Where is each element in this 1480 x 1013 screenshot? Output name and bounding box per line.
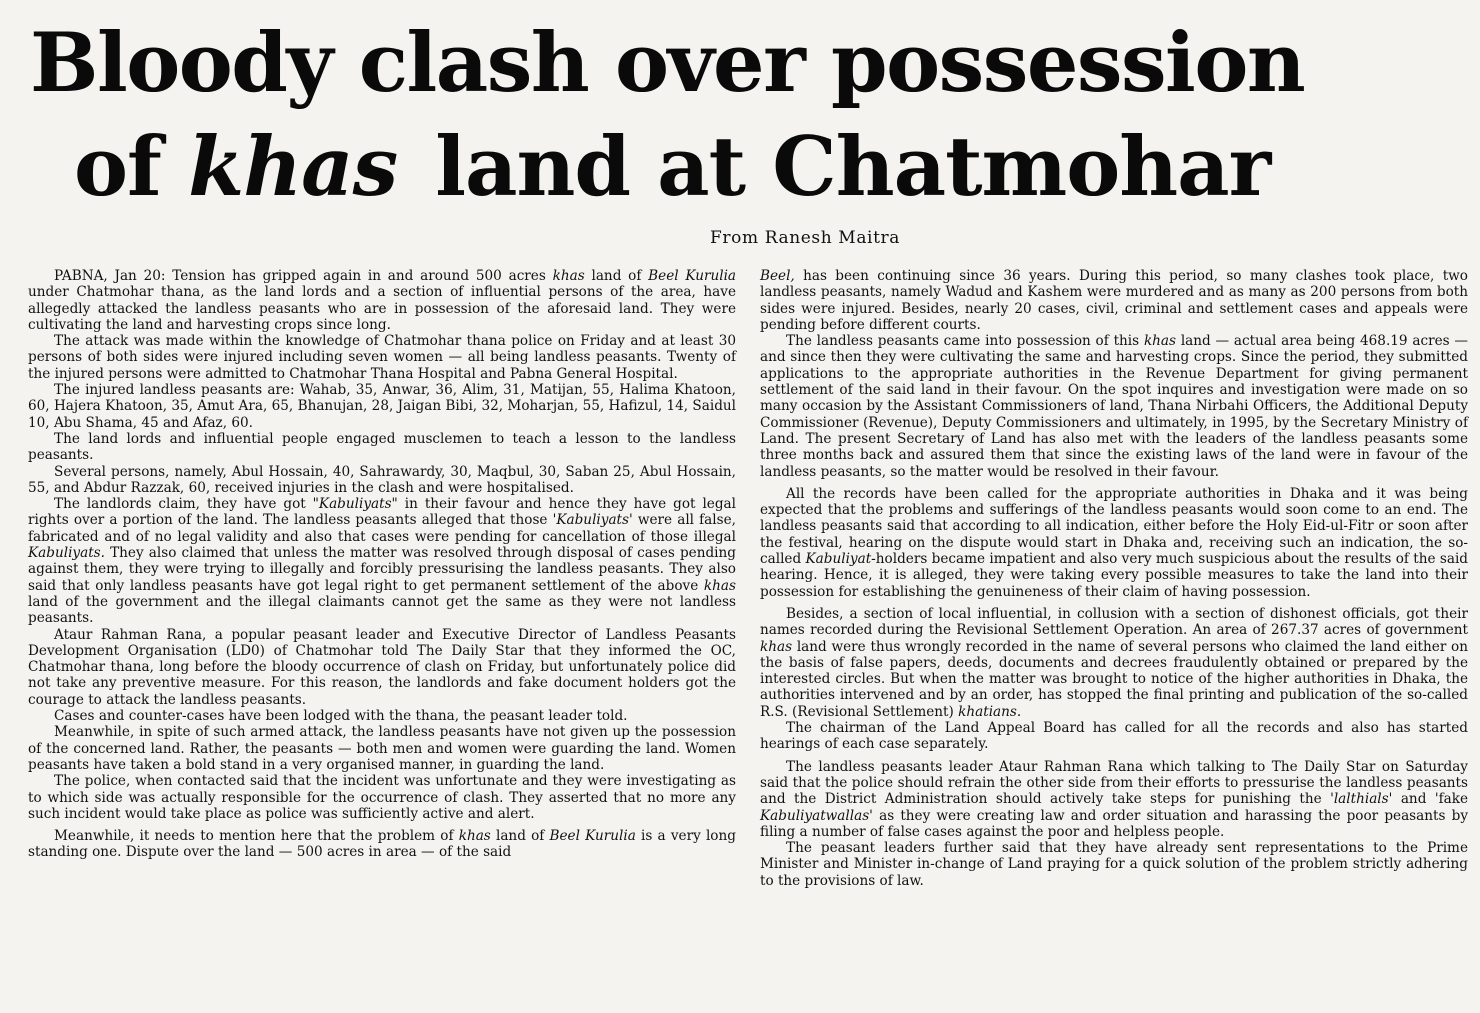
paragraph: The peasant leaders further said that they have already sent representations to the Prime Minister and Minister in-change of Land praying for a quick solution of the problem strictly adhering to the provisions of law.: [760, 840, 1468, 889]
paragraph: Beel, has been continuing since 36 years. During this period, so many clashes took place, two landless peasants, namely Wadud and Kashem were murdered and as many as 200 persons from both sides were injured. Besides, nearly 20 cases, civil, criminal and settlement cases and appeals were pending before different courts.: [760, 268, 1468, 333]
headline: [28, 12, 1466, 220]
paragraph: The landless peasants leader Ataur Rahman Rana which talking to The Daily Star on Saturday said that the police should refrain the other side from their efforts to pressurise the landless peasants and the District Administration should actively take steps for punishing the 'lalthials' and 'fake Kabuliyatwallas' as they were creating law and order situation and harassing the poor peasants by filing a number of false cases against the poor and helpless people.: [760, 758, 1468, 840]
paragraph: The police, when contacted said that the incident was unfortunate and they were investigating as to which side was actually responsible for the occurrence of clash. They asserted that no more any such incident would take place as police was sufficiently active and alert.: [28, 773, 736, 822]
paragraph: Besides, a section of local influential, in collusion with a section of dishonest officials, got their names recorded during the Revisional Settlement Operation. An area of 267.37 acres of government khas land were thus wrongly recorded in the name of several persons who claimed the land either on the basis of false papers, deeds, documents and decrees fraudulently obtained or prepared by the interested circles. But when the matter was brought to notice of the higher authorities in Dhaka, the authorities intervened and by an order, has stopped the final printing and publication of the so-called R.S. (Revisional Settlement) khatians.: [760, 605, 1468, 720]
paragraph: All the records have been called for the appropriate authorities in Dhaka and it was being expected that the problems and sufferings of the landless peasants would soon come to an end. The landless peasants said that according to all indication, either before the Holy Eid-ul-Fitr or soon after the festival, hearing on the dispute would start in Dhaka and, receiving such an indication, the so-called Kabuliyat-holders became impatient and also very much suspicious about the results of the said hearing. Hence, it is alleged, they were taking every possible measures to take the land into their possession for establishing the genuineness of their claim of having possession.: [760, 485, 1468, 600]
headline-of: of: [74, 120, 161, 215]
paragraph: PABNA, Jan 20: Tension has gripped again in and around 500 acres khas land of Beel Kurulia under Chatmohar thana, as the land lords and a section of influential persons of the area, have allegedly attacked the landless peasants who are in possession of the aforesaid land. They were cultivating the land and harvesting crops since long.: [28, 268, 737, 333]
headline-khas: khas: [188, 120, 398, 215]
paragraph: Several persons, namely, Abul Hossain, 40, Sahrawardy, 30, Maqbul, 30, Saban 25, Abul Hossain, 55, and Abdur Razzak, 60, received injuries in the clash and were hospitalised.: [28, 463, 736, 496]
byline: From Ranesh Maitra: [710, 228, 900, 248]
paragraph: Ataur Rahman Rana, a popular peasant leader and Executive Director of Landless Peasants Development Organisation (LD0) of Chatmohar told The Daily Star that they informed the OC, Chatmohar thana, long before the bloody occurrence of clash on Friday, but unfortunately police did not take any preventive measure. For this reason, the landlords and fake document holders got the courage to attack the landless peasants.: [28, 626, 736, 708]
right-column: [760, 268, 1468, 889]
paragraph: The land lords and influential people engaged musclemen to teach a lesson to the landless peasants.: [28, 430, 736, 464]
paragraph: The attack was made within the knowledge of Chatmohar thana police on Friday and at least 30 persons of both sides were injured including seven women — all being landless peasants. Twenty of the injured persons were admitted to Chatmohar Thana Hospital and Pabna General Hospital.: [28, 333, 736, 382]
left-column: [28, 268, 736, 889]
paragraph: Meanwhile, in spite of such armed attack, the landless peasants have not given up the possession of the concerned land. Rather, the peasants — both men and women were guarding the land. Women peasants have taken a bold stand in a very organised manner, in guarding the land.: [28, 724, 736, 773]
headline-line-1: Bloody clash over possession: [30, 16, 1305, 111]
paragraph: The landless peasants came into possession of this khas land — actual area being 468.19 acres — and since then they were cultivating the same and harvesting crops. Since the period, they submitted applications to the appropriate authorities in the Revenue Department for giving permanent settlement of the said land in their favour. On the spot inquires and investigation were made on so many occasion by the Assistant Commissioners of land, Thana Nirbahi Officers, the Additional Deputy Commissioner (Revenue), Deputy Commissioners and ultimately, in 1995, by the Secretary Ministry of Land. The present Secretary of Land has also met with the leaders of the landless peasants some three months back and assured them that since the existing laws of the land were in favour of the landless peasants, so the matter would be resolved in their favour.: [760, 333, 1469, 480]
paragraph: Meanwhile, it needs to mention here that the problem of khas land of Beel Kurulia is a very long standing one. Dispute over the land — 500 acres in area — of the said: [28, 828, 736, 861]
paragraph: The chairman of the Land Appeal Board has called for all the records and also has started hearings of each case separately.: [760, 720, 1468, 753]
paragraph: The injured landless peasants are: Wahab, 35, Anwar, 36, Alim, 31, Matijan, 55, Halima Khatoon, 60, Hajera Khatoon, 35, Amut Ara, 65, Bhanujan, 28, Jaigan Bibi, 32, Moharjan, 55, Hafizul, 14, Saidul 10, Abu Shama, 45 and Afaz, 60.: [28, 382, 736, 431]
headline-line-2: [28, 116, 1466, 220]
paragraph: Cases and counter-cases have been lodged with the thana, the peasant leader told.: [54, 708, 628, 725]
paragraph: The landlords claim, they have got "Kabuliyats" in their favour and hence they have got legal rights over a portion of the land. The landless peasants alleged that those 'Kabuliyats' were all false, fabricated and of no legal validity and also that cases were pending for cancellation of those illegal Kabuliyats. They also claimed that unless the matter was resolved through disposal of cases pending against them, they were trying to illegally and forcibly pressurising the landless peasants. They also said that only landless peasants have got legal right to get permanent settlement of the above khas land of the government and the illegal claimants cannot get the same as they were not landless peasants.: [28, 496, 736, 627]
headline-suffix: land at Chatmohar: [435, 120, 1271, 215]
article-body: [28, 268, 1468, 889]
